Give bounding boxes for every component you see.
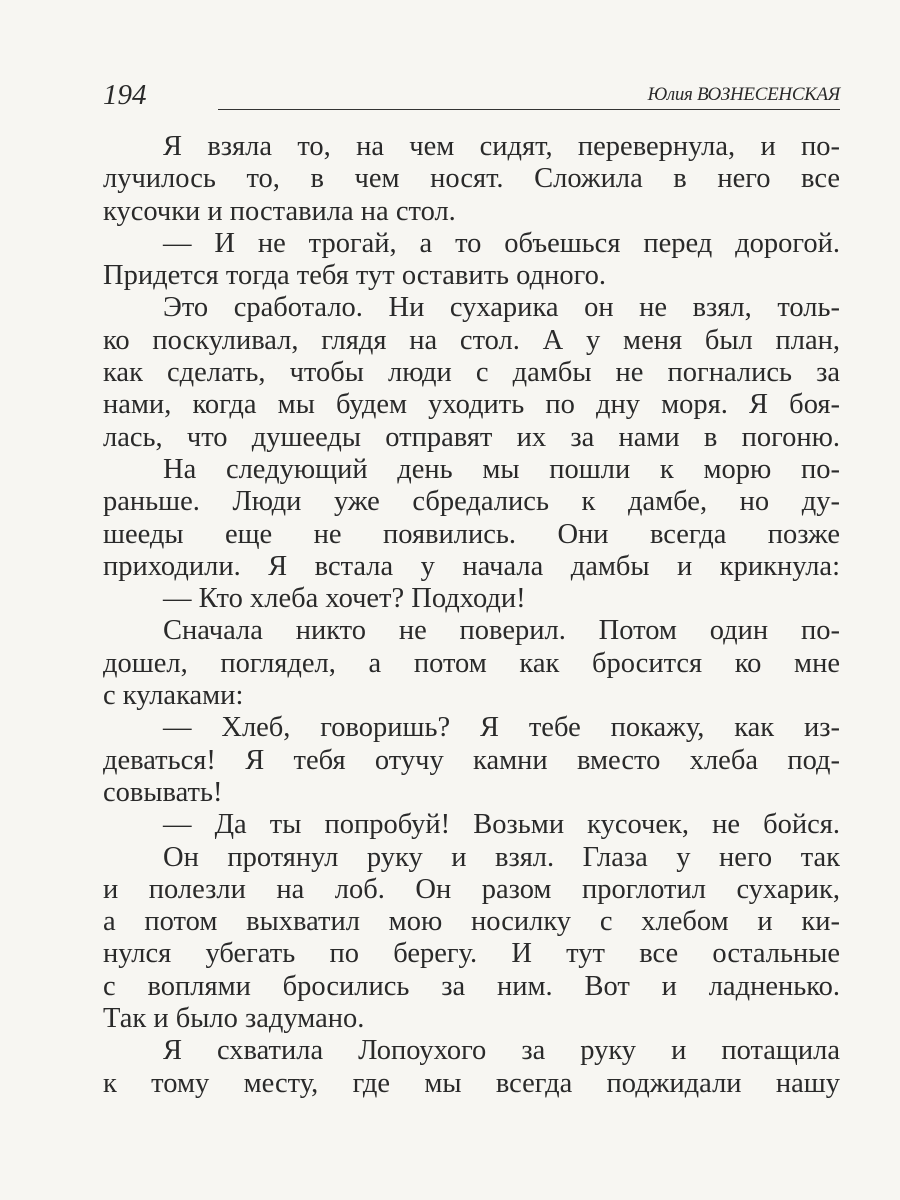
text-line: ко поскуливал, глядя на стол. А у меня был план,	[103, 324, 840, 356]
text-line: Он протянул руку и взял. Глаза у него так	[163, 841, 840, 873]
text-line: деваться! Я тебя отучу камни вместо хлеба под-	[103, 744, 840, 776]
text-line: шееды еще не появились. Они всегда позже	[103, 518, 840, 550]
text-line: и полезли на лоб. Он разом проглотил сухарик,	[103, 873, 840, 905]
text-line: Так и было задумано.	[103, 1003, 365, 1035]
text-line: с кулаками:	[103, 680, 244, 712]
running-header	[103, 80, 840, 110]
text-line: лучилось то, в чем носят. Сложила в него все	[103, 163, 840, 195]
text-line: приходили. Я встала у начала дамбы и крикнула:	[103, 550, 840, 582]
text-line: — Хлеб, говоришь? Я тебе покажу, как из-	[163, 712, 840, 744]
text-line: Сначала никто не поверил. Потом один по-	[163, 615, 840, 647]
text-line: нулся убегать по берегу. И тут все остальные	[103, 938, 840, 970]
text-line: Я взяла то, на чем сидят, перевернула, и по-	[163, 131, 840, 162]
text-line: совывать!	[103, 776, 223, 808]
text-line: — И не трогай, а то объешься перед дорогой.	[163, 227, 840, 259]
page-number: 194	[103, 79, 147, 111]
text-line: кусочки и поставила на стол.	[103, 195, 456, 227]
text-line: лась, что душееды отправят их за нами в погоню.	[103, 421, 840, 453]
text-line: — Да ты попробуй! Возьми кусочек, не бойся.	[163, 809, 840, 841]
running-header-author: Юлия ВОЗНЕСЕНСКАЯ	[647, 84, 840, 105]
header-rule	[218, 109, 840, 110]
text-line: с воплями бросились за ним. Вот и ладненько.	[103, 970, 840, 1002]
text-line: раньше. Люди уже сбредались к дамбе, но ду-	[103, 486, 840, 518]
text-line: Придется тогда тебя тут оставить одного.	[103, 260, 606, 292]
text-line: Я схватила Лопоухого за руку и потащила	[163, 1035, 840, 1067]
text-line: Это сработало. Ни сухарика он не взял, толь-	[163, 292, 840, 324]
text-line: а потом выхватил мою носилку с хлебом и ки-	[103, 906, 840, 938]
text-line: — Кто хлеба хочет? Подходи!	[163, 583, 526, 615]
page-body-text	[103, 131, 840, 1100]
text-line: На следующий день мы пошли к морю по-	[163, 453, 840, 485]
text-line: нами, когда мы будем уходить по дну моря. Я боя-	[103, 389, 840, 421]
text-line: дошел, поглядел, а потом как бросится ко мне	[103, 647, 840, 679]
text-line: как сделать, чтобы люди с дамбы не погнались за	[103, 357, 840, 389]
text-line: к тому месту, где мы всегда поджидали нашу	[103, 1067, 840, 1099]
